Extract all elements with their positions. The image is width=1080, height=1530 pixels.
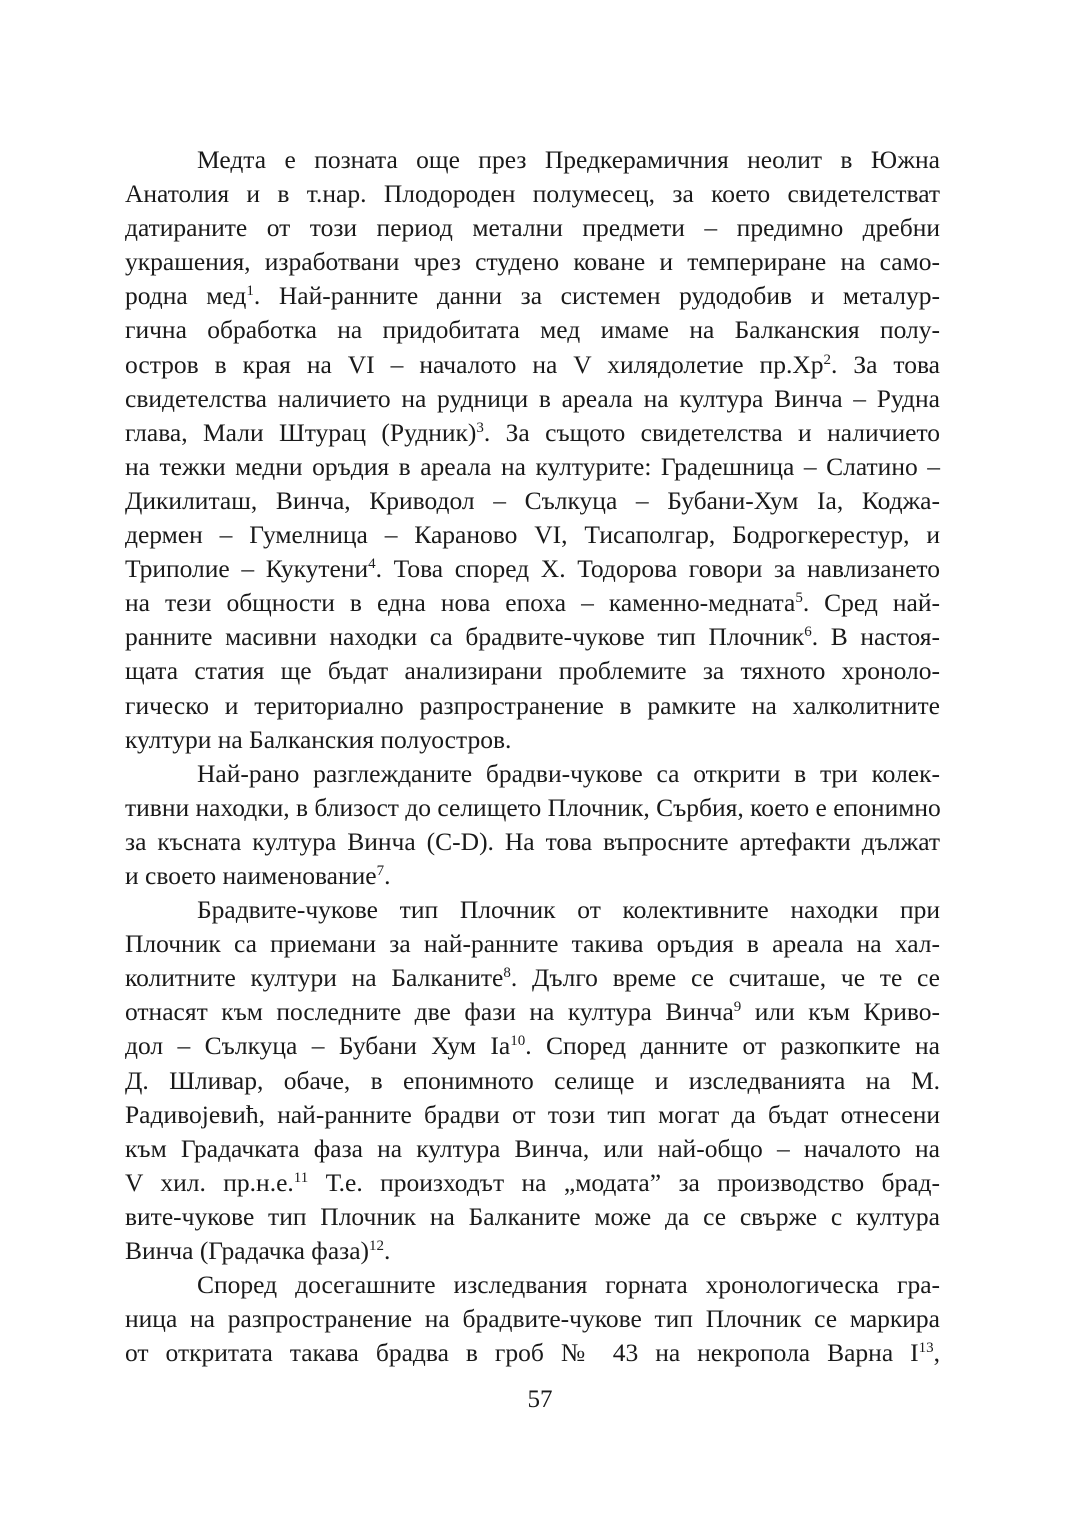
text-line: свидетелства наличието на рудници в ареала на култура Винча – Рудна — [125, 383, 940, 413]
text-line: глава, Мали Штурац (Рудник)$^3$. За същото свидетелства и наличието — [125, 417, 940, 447]
text-line: щата статия ще бъдат анализирани проблемите за тяхното хроноло- — [125, 656, 940, 686]
paragraph — [125, 143, 940, 757]
text-line: колитните култури на Балканите$^8$. Дълго време се считаше, че те се — [125, 963, 940, 993]
text-line: култури на Балканския полуостров. — [125, 724, 512, 754]
page-body — [125, 143, 940, 1370]
text-line: Най-рано разглежданите брадви-чукове са открити в три колек- — [197, 758, 940, 788]
text-line: Д. Шливар, обаче, в епонимното селище и изследванията на М. — [125, 1065, 940, 1095]
paragraph — [125, 1268, 940, 1370]
footnote-ref: 11 — [293, 1169, 309, 1186]
text-line: украшения, изработвани чрез студено коване и темпериране на само- — [125, 247, 940, 277]
text-line: за късната култура Винча (C-D). На това въпросните артефакти дължат — [125, 826, 940, 856]
footnote-ref: 12 — [369, 1238, 385, 1254]
footnote-ref: 9 — [733, 999, 742, 1016]
text-line: Винча (Градачка фаза)$^{12}$. — [125, 1236, 391, 1265]
page-number: 57 — [527, 1386, 553, 1413]
text-line: родна мед$^1$. Най-ранните данни за системен рудодобив и металур- — [125, 281, 941, 311]
paragraph — [125, 757, 940, 893]
footnote-ref: 4 — [368, 556, 376, 573]
text-line: Дикилиташ, Винча, Криводол – Сълкуца – Бубани-Хум Iа, Коджа- — [125, 485, 940, 515]
text-line: дермен – Гумелница – Караново VI, Тисаполгар, Бодрогкерестур, и — [125, 520, 940, 550]
footnote-ref: 1 — [246, 283, 254, 300]
footnote-ref: 8 — [503, 965, 511, 982]
text-line: Медта е позната още през Предкерамичния неолит в Южна — [197, 145, 940, 174]
footnote-ref: 5 — [795, 590, 803, 607]
text-line: V хил. пр.н.е.$^{11}$ Т.е. произходът на „модата” за производство брад- — [125, 1167, 940, 1197]
text-line: отнасят към последните две фази на култура Винча$^9$ или към Криво- — [125, 997, 941, 1027]
text-line: Триполие – Кукутени$^4$. Това според Х. Тодорова говори за навлизането — [125, 554, 940, 584]
text-line: ница на разпространение на брадвите-чукове тип Плочник се маркира — [125, 1304, 940, 1334]
footnote-ref: 7 — [376, 862, 385, 879]
text-line: гическо и териториално разпространение в рамките на халколитните — [125, 690, 940, 720]
text-line: ранните масивни находки са брадвите-чукове тип Плочник$^6$. В настоя- — [125, 622, 940, 652]
text-line: от откритата такава брадва в гроб № 43 на некропола Варна $I^{13}$, — [125, 1338, 940, 1368]
text-line: на тежки медни оръдия в ареала на културите: Градешница – Слатино – — [125, 451, 940, 481]
text-line: на тези общности в една нова епоха – каменно-медната$^5$. Сред най- — [125, 588, 940, 618]
text-line: гична обработка на придобитата мед имаме на Балканския полу- — [125, 315, 940, 345]
paragraph — [125, 893, 940, 1268]
footnote-ref: 10 — [510, 1033, 526, 1050]
text-line: Според досегашните изследвания горната хронологическа гра- — [197, 1270, 940, 1300]
footnote-ref: 3 — [476, 419, 484, 436]
text-line: остров в края на VI – началото на V хилядолетие $пр.Хр^2$. За това — [125, 349, 940, 379]
text-line: тивни находки, в близост до селището Плочник, Сърбия, което е епонимно — [125, 792, 941, 822]
footnote-ref: 13 — [918, 1340, 934, 1357]
text-line: Плочник са приемани за най-ранните такива оръдия в ареала на хал- — [125, 929, 940, 959]
text-line: Анатолия и в т.нар. Плодороден полумесец, за което свидетелстват — [125, 179, 940, 209]
text-line: Радивојевић, най-ранните брадви от този тип могат да бъдат отнесени — [125, 1099, 940, 1129]
text-line: вите-чукове тип Плочник на Балканите може да се свърже с култура — [125, 1201, 940, 1231]
footnote-ref: 2 — [823, 351, 831, 368]
text-line: датираните от този период метални предмети – предимно дребни — [125, 213, 940, 243]
text-line: Брадвите-чукове тип Плочник от колективните находки при — [197, 895, 940, 925]
footnote-ref: 6 — [804, 624, 812, 641]
text-line: дол – Сълкуца – Бубани Хум $Iа^{10}$. Според данните от разкопките на — [125, 1031, 940, 1061]
text-line: към Градачката фаза на култура Винча, или най-общо – началото на — [125, 1133, 940, 1163]
text-line: и своето наименование$^7$. — [125, 860, 391, 890]
